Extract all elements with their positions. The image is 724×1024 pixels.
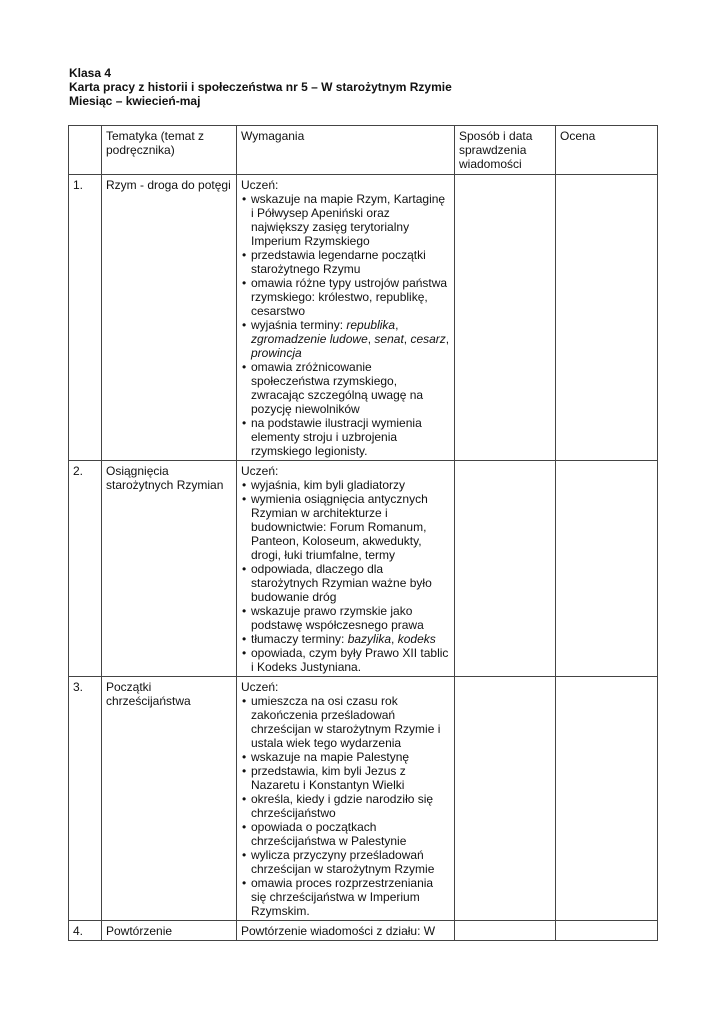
list-item: • umieszcza na osi czasu rok zakończenia prześladowań chrześcijan w starożytnym Rzymie i ustala wiek tego wydarzenia <box>251 694 450 750</box>
row-topic: Osiągnięcia starożytnych Rzymian <box>102 461 237 677</box>
row-number: 4. <box>69 921 102 941</box>
list-item-text: tłumaczy terminy: <box>251 632 348 646</box>
list-item: • wymienia osiągnięcia antycznych Rzymian w architekturze i budownictwie: Forum Romanum, Panteon, Koloseum, akwedukty, drogi, łuki triumfalne, termy <box>251 492 450 562</box>
row-topic: Powtórzenie <box>102 921 237 941</box>
list-item: • omawia zróżnicowanie społeczeństwa rzymskiego, zwracając szczególną uwagę na pozycję niewolników <box>251 360 450 416</box>
requirements-list <box>241 694 450 918</box>
list-item: • przedstawia legendarne początki starożytnego Rzymu <box>251 248 450 276</box>
list-item: • opowiada o początkach chrześcijaństwa w Palestynie <box>251 820 450 848</box>
list-item: • wylicza przyczyny prześladowań chrześcijan w starożytnym Rzymie <box>251 848 450 876</box>
row-grade <box>556 677 658 921</box>
row-grade <box>556 921 658 941</box>
term-separator: , <box>391 632 398 646</box>
header-method: Sposób i data sprawdzenia wiadomości <box>455 126 556 175</box>
list-item: • określa, kiedy i gdzie narodziło się chrześcijaństwo <box>251 792 450 820</box>
row-number: 1. <box>69 175 102 461</box>
list-item-text: wyjaśnia terminy: <box>251 318 347 332</box>
list-item: • opowiada, czym były Prawo XII tablic i Kodeks Justyniana. <box>251 646 450 674</box>
term: kodeks <box>397 632 436 646</box>
list-item <box>251 632 450 646</box>
term-separator: , <box>445 332 450 346</box>
row-method <box>455 461 556 677</box>
requirements-list <box>241 192 450 458</box>
row-requirements <box>237 175 455 461</box>
term: cesarz <box>410 332 446 346</box>
term: republika <box>346 318 396 332</box>
list-item: • odpowiada, dlaczego dla starożytnych Rzymian ważne było budowanie dróg <box>251 562 450 604</box>
header-requirements: Wymagania <box>237 126 455 175</box>
list-item <box>251 318 450 360</box>
term: zgromadzenie ludowe <box>251 332 368 346</box>
term-separator: , <box>367 332 375 346</box>
header-grade: Ocena <box>556 126 658 175</box>
requirements-intro: Uczeń: <box>241 680 279 694</box>
list-item: • omawia proces rozprzestrzeniania się chrześcijaństwa w Imperium Rzymskim. <box>251 876 450 918</box>
row-requirements <box>237 677 455 921</box>
month-label: Miesiąc – kwiecień-maj <box>69 94 201 108</box>
row-method <box>455 175 556 461</box>
list-item: • wskazuje na mapie Rzym, Kartaginę i Półwysep Apeniński oraz największy zasięg terytorialny Imperium Rzymskiego <box>251 192 450 248</box>
list-item: • wyjaśnia, kim byli gladiatorzy <box>251 478 450 492</box>
list-item: • na podstawie ilustracji wymienia elementy stroju i uzbrojenia rzymskiego legionisty. <box>251 416 450 458</box>
requirements-list <box>241 478 450 674</box>
requirements-intro: Uczeń: <box>241 178 279 192</box>
list-item: • omawia różne typy ustrojów państwa rzymskiego: królestwo, republikę, cesarstwo <box>251 276 450 318</box>
row-grade <box>556 175 658 461</box>
term-separator: , <box>395 318 399 332</box>
class-label: Klasa 4 <box>69 66 112 80</box>
table-row <box>69 175 658 461</box>
row-number: 3. <box>69 677 102 921</box>
list-item: • wskazuje prawo rzymskie jako podstawę współczesnego prawa <box>251 604 450 632</box>
row-grade <box>556 461 658 677</box>
row-requirements: Powtórzenie wiadomości z działu: W <box>237 921 455 941</box>
list-item: • przedstawia, kim byli Jezus z Nazaretu i Konstantyn Wielki <box>251 764 450 792</box>
requirements-intro: Uczeń: <box>241 464 279 478</box>
header-number <box>69 126 102 175</box>
term: senat <box>374 332 404 346</box>
table-header-row <box>69 126 658 175</box>
term: prowincja <box>251 346 302 360</box>
list-item: • wskazuje na mapie Palestynę <box>251 750 450 764</box>
worksheet-header <box>69 66 452 108</box>
table-row <box>69 677 658 921</box>
term: bazylika <box>347 632 392 646</box>
row-number: 2. <box>69 461 102 677</box>
row-method <box>455 677 556 921</box>
table-row <box>69 461 658 677</box>
header-topic: Tematyka (temat z podręcznika) <box>102 126 237 175</box>
row-topic: Rzym - droga do potęgi <box>102 175 237 461</box>
row-method <box>455 921 556 941</box>
worksheet-title: Karta pracy z historii i społeczeństwa nr 5 – W starożytnym Rzymie <box>69 80 452 94</box>
table-row <box>69 921 658 941</box>
row-topic: Początki chrześcijaństwa <box>102 677 237 921</box>
requirements-table <box>68 125 658 941</box>
term-separator: , <box>403 332 411 346</box>
row-requirements <box>237 461 455 677</box>
